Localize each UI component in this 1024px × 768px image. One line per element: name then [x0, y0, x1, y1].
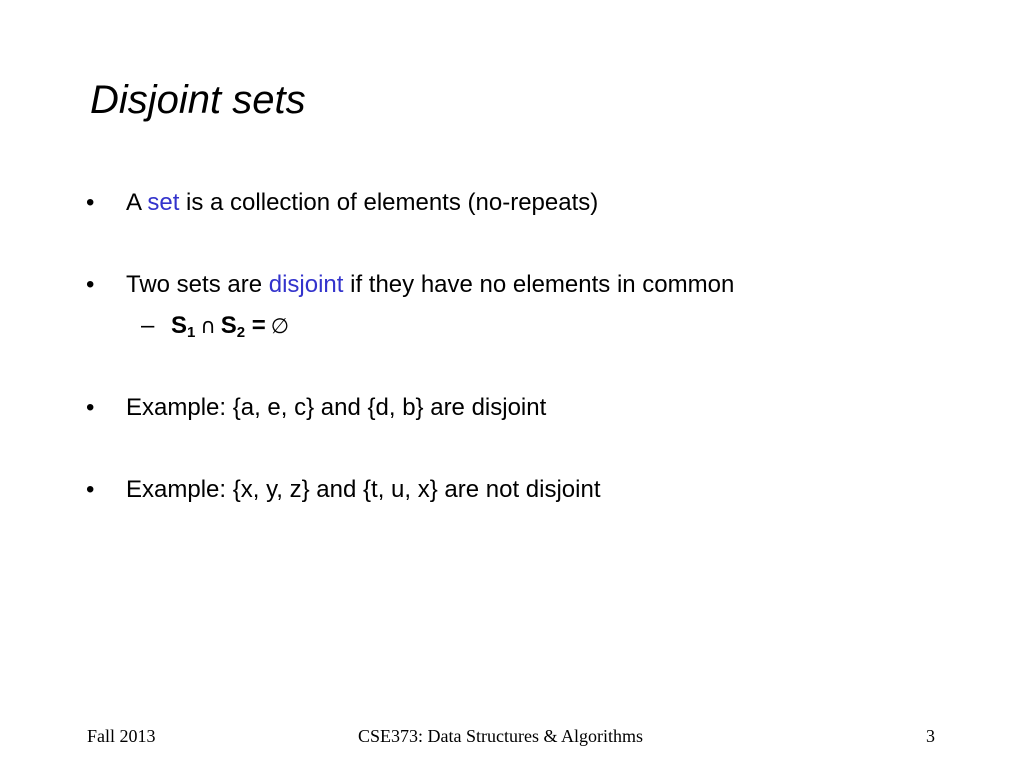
sub-bullet-marker: – — [141, 312, 155, 339]
slide-title: Disjoint sets — [90, 78, 306, 122]
bullet-marker: • — [86, 271, 95, 298]
intersection-formula — [171, 312, 294, 339]
bullet-marker: • — [86, 189, 95, 216]
set-2-index: 2 — [236, 324, 246, 341]
bullet-set-definition — [86, 188, 598, 218]
bullet-text-after: if they have no elements in common — [343, 271, 735, 298]
intersection-symbol: ∩ — [200, 314, 216, 338]
set-2: S — [220, 312, 237, 339]
bullet-example-not-disjoint — [86, 475, 601, 505]
bullet-text: Example: {a, e, c} and {d, b} are disjoint — [126, 394, 547, 421]
equals-sign: = — [251, 312, 266, 339]
set-1-index: 1 — [187, 324, 196, 341]
term-set: set — [147, 189, 180, 216]
sub-bullet-formula — [141, 311, 294, 341]
bullet-example-disjoint — [86, 393, 546, 423]
empty-set-symbol: ∅ — [270, 314, 290, 338]
bullet-text-after: is a collection of elements (no-repeats) — [179, 189, 599, 216]
bullet-disjoint-definition — [86, 270, 734, 300]
bullet-marker: • — [86, 394, 95, 421]
bullet-text: Example: {x, y, z} and {t, u, x} are not disjoint — [126, 476, 601, 503]
bullet-text-before: A — [126, 189, 148, 216]
bullet-text-before: Two sets are — [126, 271, 269, 298]
bullet-marker: • — [86, 476, 95, 503]
set-1: S — [171, 312, 188, 339]
footer-course: CSE373: Data Structures & Algorithms — [358, 726, 643, 746]
term-disjoint: disjoint — [268, 271, 344, 298]
footer-page-number: 3 — [926, 726, 935, 746]
footer-term: Fall 2013 — [87, 726, 156, 746]
